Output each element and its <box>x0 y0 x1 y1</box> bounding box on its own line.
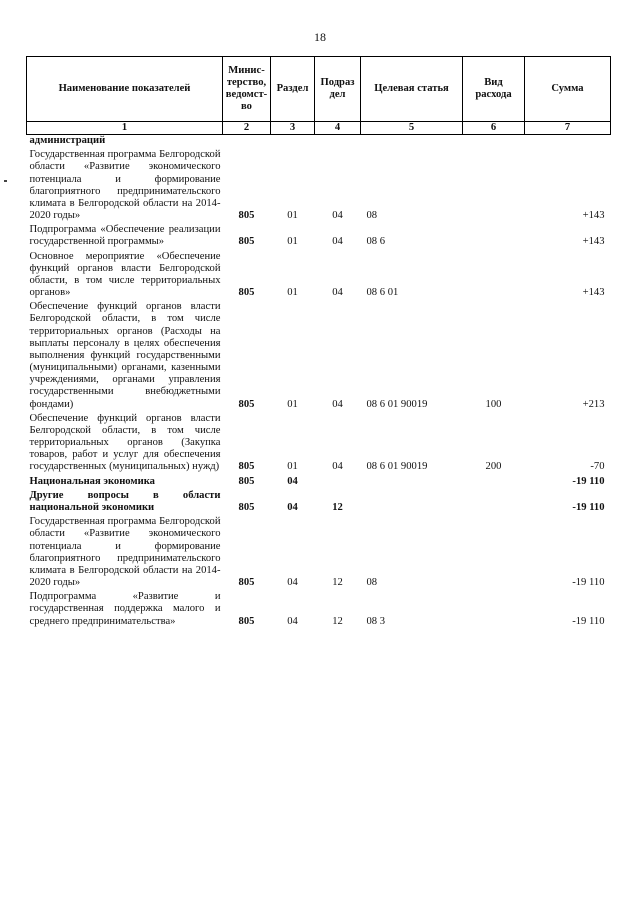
cell-name: Другие вопросы в области национальной экономики <box>29 489 221 513</box>
cell-subsection: 12 <box>332 615 343 627</box>
col-header-kind: Вид расхода <box>463 57 525 122</box>
cell-amount: +143 <box>582 287 605 299</box>
cell-section: 01 <box>287 236 298 248</box>
cell-target-article: 08 6 01 90019 <box>366 461 428 473</box>
cell-subsection <box>315 476 361 490</box>
expenditure-table <box>26 56 611 630</box>
header-row <box>27 57 611 122</box>
cell-ministry: 805 <box>238 210 255 222</box>
cell-section: 04 <box>287 577 298 589</box>
cell-subsection: 04 <box>332 210 343 222</box>
cell-expense-kind <box>463 251 525 302</box>
cell-subsection: 12 <box>332 577 343 589</box>
cell-section: 04 <box>287 615 298 627</box>
col-number: 6 <box>463 122 525 135</box>
cell-name: Обеспечение функций органов власти Белгородской области, в том числе территориальных органов (Расходы на выплаты персоналу в целях обеспечения выполнения функций государственными (муниципальными) органами, казенными учреждениями, органами управления государственными внебюджетными фондами) <box>29 301 221 410</box>
table-row <box>27 490 611 516</box>
cell-amount: +213 <box>582 398 605 410</box>
table-row <box>27 591 611 630</box>
table-row <box>27 149 611 224</box>
cell-subsection: 04 <box>332 236 343 248</box>
table-row <box>27 301 611 413</box>
cell-name: Государственная программа Белгородской области «Развитие экономического потенциала и формирование благоприятного предпринимательского климата в Белгородской области на 2014-2020 годы» <box>29 149 221 222</box>
cell-amount: -19 110 <box>572 577 605 589</box>
col-number: 1 <box>27 122 223 135</box>
col-header-ministry: Минис-терство, ведомст-во <box>223 57 271 122</box>
cell-ministry: 805 <box>238 501 255 513</box>
col-header-section: Раздел <box>271 57 315 122</box>
cell-section: 01 <box>287 398 298 410</box>
cell-expense-kind: 200 <box>485 461 502 473</box>
cell-subsection: 04 <box>332 287 343 299</box>
cell-ministry: 805 <box>238 615 255 627</box>
table-row <box>27 135 611 150</box>
cell-ministry: 805 <box>238 398 255 410</box>
cell-expense-kind: 100 <box>485 398 502 410</box>
cell-target-article: 08 3 <box>366 615 386 627</box>
table-row <box>27 516 611 591</box>
cell-amount: -70 <box>590 461 605 473</box>
cell-target-article <box>361 476 463 490</box>
column-number-row <box>27 122 611 135</box>
cell-subsection: 04 <box>332 461 343 473</box>
cell-section: 01 <box>287 287 298 299</box>
cell-amount <box>525 135 611 150</box>
cell-target-article: 08 6 01 90019 <box>366 398 428 410</box>
col-header-name: Наименование показателей <box>27 57 223 122</box>
cell-expense-kind <box>463 591 525 630</box>
cell-target-article: 08 6 <box>366 236 386 248</box>
table-row <box>27 251 611 302</box>
cell-ministry <box>223 135 271 150</box>
cell-subsection <box>315 135 361 150</box>
table-row <box>27 476 611 490</box>
cell-name: Основное мероприятие «Обеспечение функций органов власти Белгородской области, в том числе территориальных органов» <box>29 250 221 299</box>
cell-ministry: 805 <box>238 577 255 589</box>
table-body <box>27 135 611 630</box>
cell-section: 04 <box>287 501 298 513</box>
cell-expense-kind <box>463 516 525 591</box>
col-number: 3 <box>271 122 315 135</box>
cell-section: 01 <box>287 210 298 222</box>
col-header-target: Целевая статья <box>361 57 463 122</box>
col-number: 5 <box>361 122 463 135</box>
cell-target-article: 08 <box>366 210 378 222</box>
cell-expense-kind <box>463 476 525 490</box>
cell-target-article: 08 6 01 <box>366 287 399 299</box>
col-number: 7 <box>525 122 611 135</box>
cell-ministry: 805 <box>238 475 255 487</box>
cell-ministry: 805 <box>238 287 255 299</box>
cell-expense-kind <box>463 135 525 150</box>
cell-expense-kind <box>463 224 525 250</box>
cell-ministry: 805 <box>238 236 255 248</box>
cell-subsection: 12 <box>332 501 343 513</box>
cell-name: Национальная экономика <box>29 475 155 487</box>
cell-expense-kind <box>463 490 525 516</box>
table-row <box>27 413 611 476</box>
cell-ministry: 805 <box>238 461 255 473</box>
col-header-subsection: Подраз дел <box>315 57 361 122</box>
cell-target-article: 08 <box>366 577 378 589</box>
cell-name: Подпрограмма «Обеспечение реализации государственной программы» <box>29 224 221 248</box>
cell-amount: -19 110 <box>572 475 605 487</box>
table-row <box>27 224 611 250</box>
col-number: 2 <box>223 122 271 135</box>
cell-amount: +143 <box>582 210 605 222</box>
cell-name: администраций <box>29 135 106 146</box>
cell-amount: +143 <box>582 236 605 248</box>
cell-section: 04 <box>287 475 298 487</box>
cell-name: Обеспечение функций органов власти Белгородской области, в том числе территориальных органов (Закупка товаров, работ и услуг для обеспечения государственных (муниципальных) нужд) <box>29 412 221 473</box>
col-number: 4 <box>315 122 361 135</box>
cell-section: 01 <box>287 461 298 473</box>
cell-name: Подпрограмма «Развитие и государственная поддержка малого и среднего предпринимательства» <box>29 591 221 627</box>
cell-amount: -19 110 <box>572 615 605 627</box>
cell-expense-kind <box>463 149 525 224</box>
cell-target-article <box>361 135 463 150</box>
margin-mark <box>4 180 7 182</box>
cell-target-article <box>361 490 463 516</box>
page-number: 18 <box>314 30 326 44</box>
cell-section <box>271 135 315 150</box>
col-header-sum: Сумма <box>525 57 611 122</box>
cell-subsection: 04 <box>332 398 343 410</box>
cell-name: Государственная программа Белгородской области «Развитие экономического потенциала и формирование благоприятного предпринимательского климата в Белгородской области на 2014-2020 годы» <box>29 516 221 589</box>
cell-amount: -19 110 <box>572 501 605 513</box>
